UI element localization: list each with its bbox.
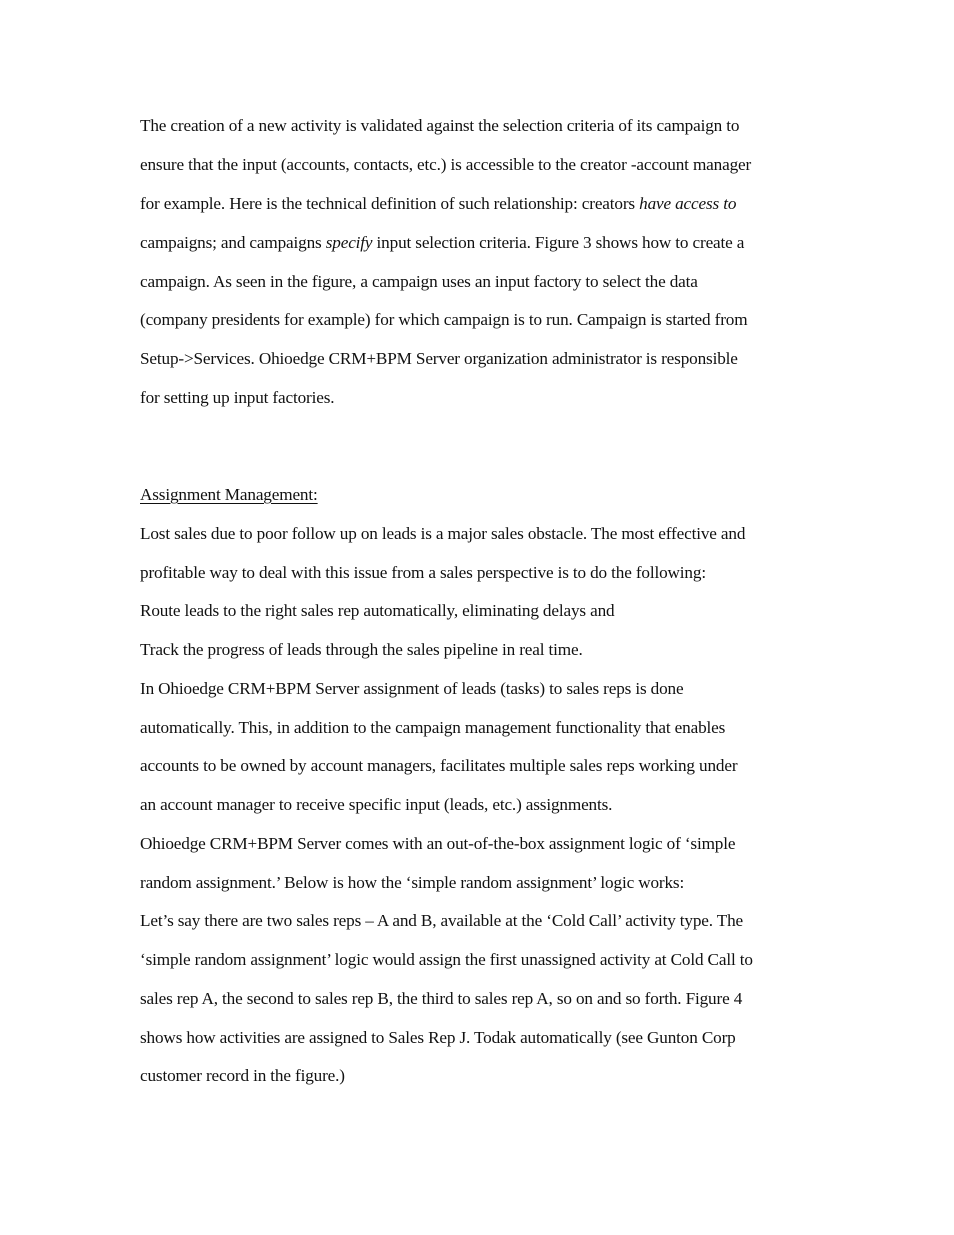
paragraph-line: [140, 155, 830, 194]
paragraph-line: Ohioedge CRM+BPM Server comes with an out-of-the-box assignment logic of ‘simple: [140, 833, 736, 853]
paragraph-line: profitable way to deal with this issue from a sales perspective is to do the following:: [140, 562, 706, 582]
paragraph-line: sales rep A, the second to sales rep B, the third to sales rep A, so on and so forth. Figure 4: [140, 988, 743, 1008]
text-run: for setting up input factories.: [140, 388, 335, 408]
paragraph-line: Let’s say there are two sales reps – A and B, available at the ‘Cold Call’ activity type. The: [140, 911, 744, 931]
paragraph-line: customer record in the figure.): [140, 1066, 345, 1086]
section-heading: Assignment Management:: [140, 485, 318, 504]
paragraph-line: ‘simple random assignment’ logic would assign the first unassigned activity at Cold Call to: [140, 950, 753, 969]
paragraph-line: [140, 233, 830, 272]
text-run: ensure that the input (accounts, contacts, etc.) is accessible to the creator -account manager: [140, 154, 752, 174]
paragraph-line: [140, 272, 830, 311]
paragraph-line: automatically. This, in addition to the campaign management functionality that enables: [140, 717, 726, 737]
paragraph-line: random assignment.’ Below is how the ‘simple random assignment’ logic works:: [140, 872, 685, 892]
text-run: The creation of a new activity is validated against the selection criteria of its campaign to: [140, 116, 740, 135]
paragraph-line: [140, 388, 830, 427]
paragraph-line: In Ohioedge CRM+BPM Server assignment of leads (tasks) to sales reps is done: [140, 678, 684, 698]
text-run: (company presidents for example) for which campaign is to run. Campaign is started from: [140, 310, 748, 330]
assignment-section: [140, 485, 830, 1105]
paragraph-line: Route leads to the right sales rep automatically, eliminating delays and: [140, 601, 615, 621]
paragraph-line: Track the progress of leads through the sales pipeline in real time.: [140, 640, 583, 659]
text-run: input selection criteria. Figure 3 shows how to create a: [372, 232, 745, 252]
text-run: campaign. As seen in the figure, a campaign uses an input factory to select the data: [140, 271, 698, 291]
italic-text-run: specify: [325, 232, 373, 252]
text-run: Setup->Services. Ohioedge CRM+BPM Server organization administrator is responsible: [140, 349, 738, 369]
paragraph-line: [140, 310, 830, 349]
paragraph-line: shows how activities are assigned to Sales Rep J. Todak automatically (see Gunton Corp: [140, 1027, 736, 1047]
paragraph-line: an account manager to receive specific input (leads, etc.) assignments.: [140, 795, 613, 814]
paragraph-line: [140, 349, 830, 388]
text-run: for example. Here is the technical definition of such relationship: creators: [140, 193, 640, 213]
paragraph-line: Lost sales due to poor follow up on leads is a major sales obstacle. The most effective and: [140, 523, 746, 543]
paragraph-line: [140, 194, 830, 233]
paragraph-line: accounts to be owned by account managers, facilitates multiple sales reps working under: [140, 756, 738, 776]
text-run: campaigns; and campaigns: [140, 232, 326, 252]
intro-paragraph: [140, 116, 830, 427]
paragraph-line: [140, 116, 830, 155]
italic-text-run: have access to: [639, 193, 737, 213]
